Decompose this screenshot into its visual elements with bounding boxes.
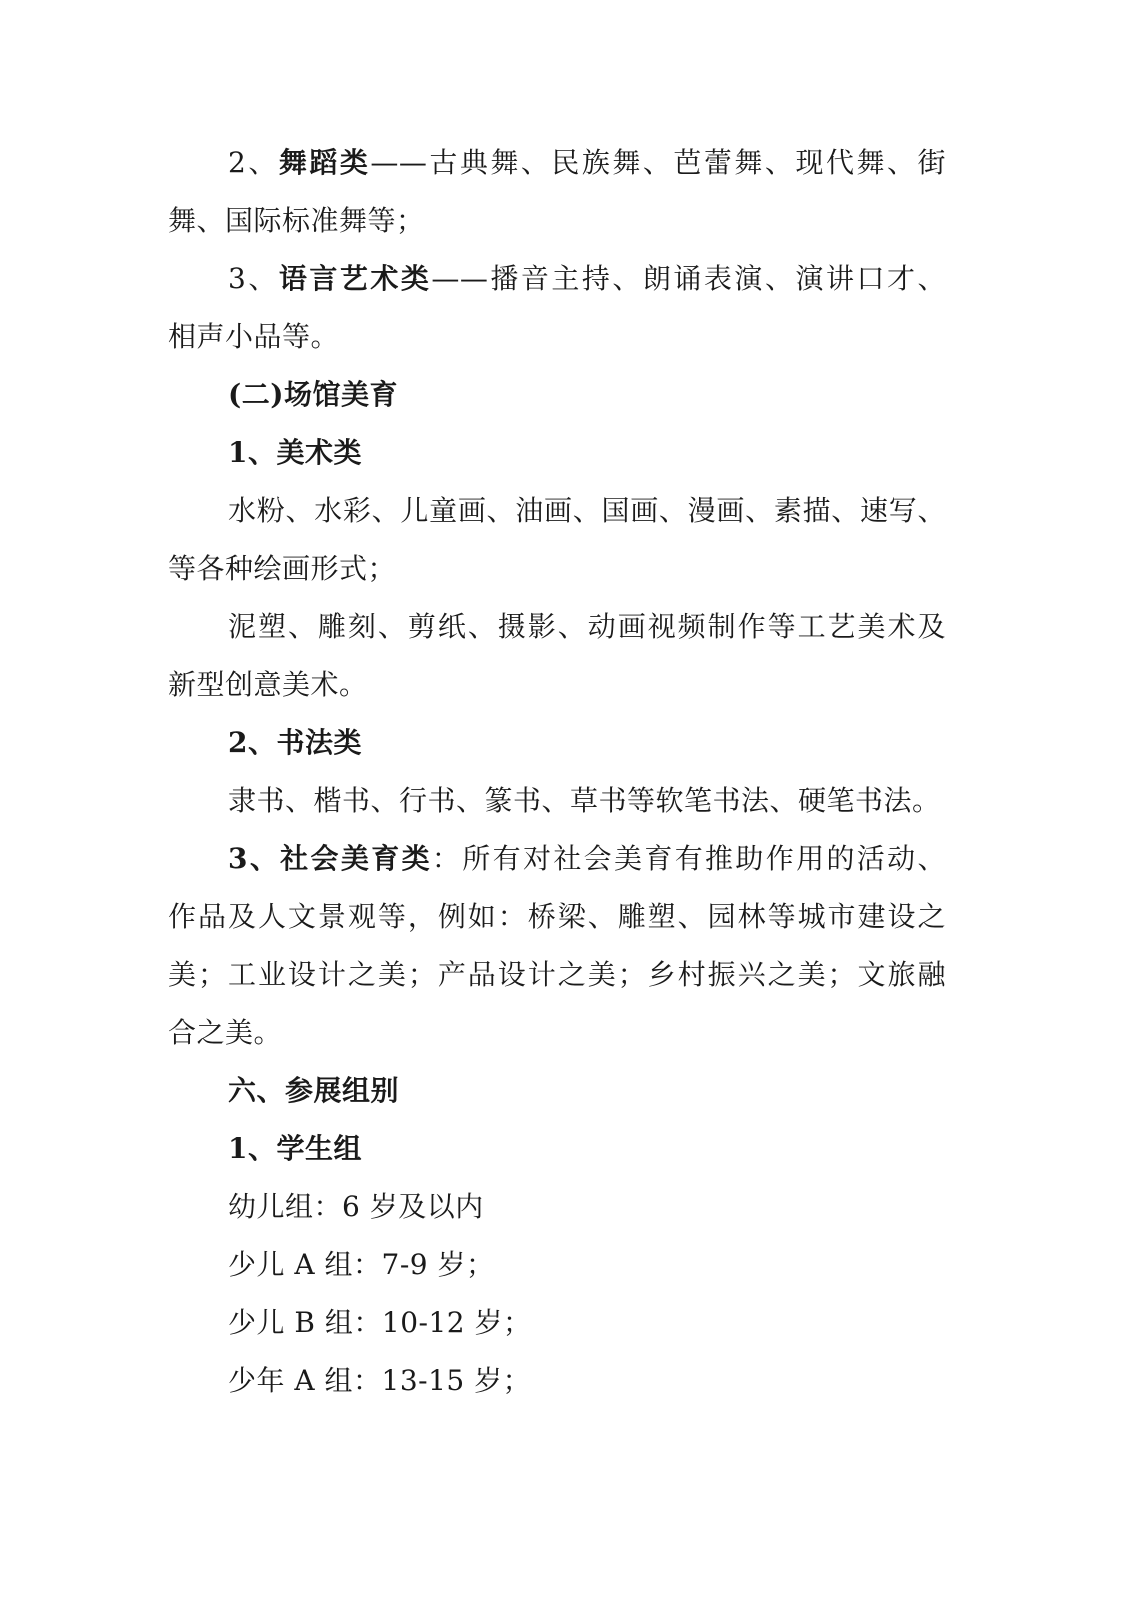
age-group-line: 少儿 B 组：10-12 岁； — [228, 1306, 532, 1339]
dance-category-line — [168, 134, 946, 192]
item-number: 3、 — [228, 262, 279, 295]
language-arts-category-line — [168, 250, 946, 308]
paragraph-line: 合之美。 — [168, 1016, 283, 1049]
category-description: ——古典舞、民族舞、芭蕾舞、现代舞、街 — [370, 146, 946, 179]
paragraph-line: 作品及人文景观等，例如：桥梁、雕塑、园林等城市建设之 — [168, 900, 946, 933]
paragraph-line: 舞、国际标准舞等； — [168, 204, 425, 237]
subsection-heading: 1、学生组 — [228, 1132, 362, 1165]
subsection-heading: 2、书法类 — [228, 726, 362, 759]
item-number: 2、 — [228, 146, 279, 179]
paragraph-line: 相声小品等。 — [168, 320, 340, 353]
category-description: ：所有对社会美育有推助作用的活动、 — [431, 842, 946, 875]
social-aesthetic-category-line — [168, 830, 946, 888]
paragraph-line: 新型创意美术。 — [168, 668, 368, 701]
category-description: ——播音主持、朗诵表演、演讲口才、 — [431, 262, 946, 295]
paragraph-line: 隶书、楷书、行书、篆书、草书等软笔书法、硬笔书法。 — [228, 784, 941, 817]
age-group-line: 少年 A 组：13-15 岁； — [228, 1364, 532, 1397]
section-heading: (二)场馆美育 — [228, 378, 398, 411]
category-title: 舞蹈类 — [278, 146, 371, 179]
subsection-heading: 1、美术类 — [228, 436, 362, 469]
paragraph-line: 泥塑、雕刻、剪纸、摄影、动画视频制作等工艺美术及 — [228, 610, 946, 643]
paragraph-line: 美；工业设计之美；产品设计之美；乡村振兴之美；文旅融 — [168, 958, 946, 991]
paragraph-line: 水粉、水彩、儿童画、油画、国画、漫画、素描、速写、 — [228, 494, 946, 527]
paragraph-line: 等各种绘画形式； — [168, 552, 397, 585]
age-group-line: 少儿 A 组：7-9 岁； — [228, 1248, 495, 1281]
section-heading: 六、参展组别 — [228, 1074, 400, 1107]
document-page — [168, 134, 946, 1410]
age-group-line: 幼儿组：6 岁及以内 — [228, 1190, 484, 1223]
category-title: 3、社会美育类 — [228, 842, 432, 875]
category-title: 语言艺术类 — [278, 262, 432, 295]
